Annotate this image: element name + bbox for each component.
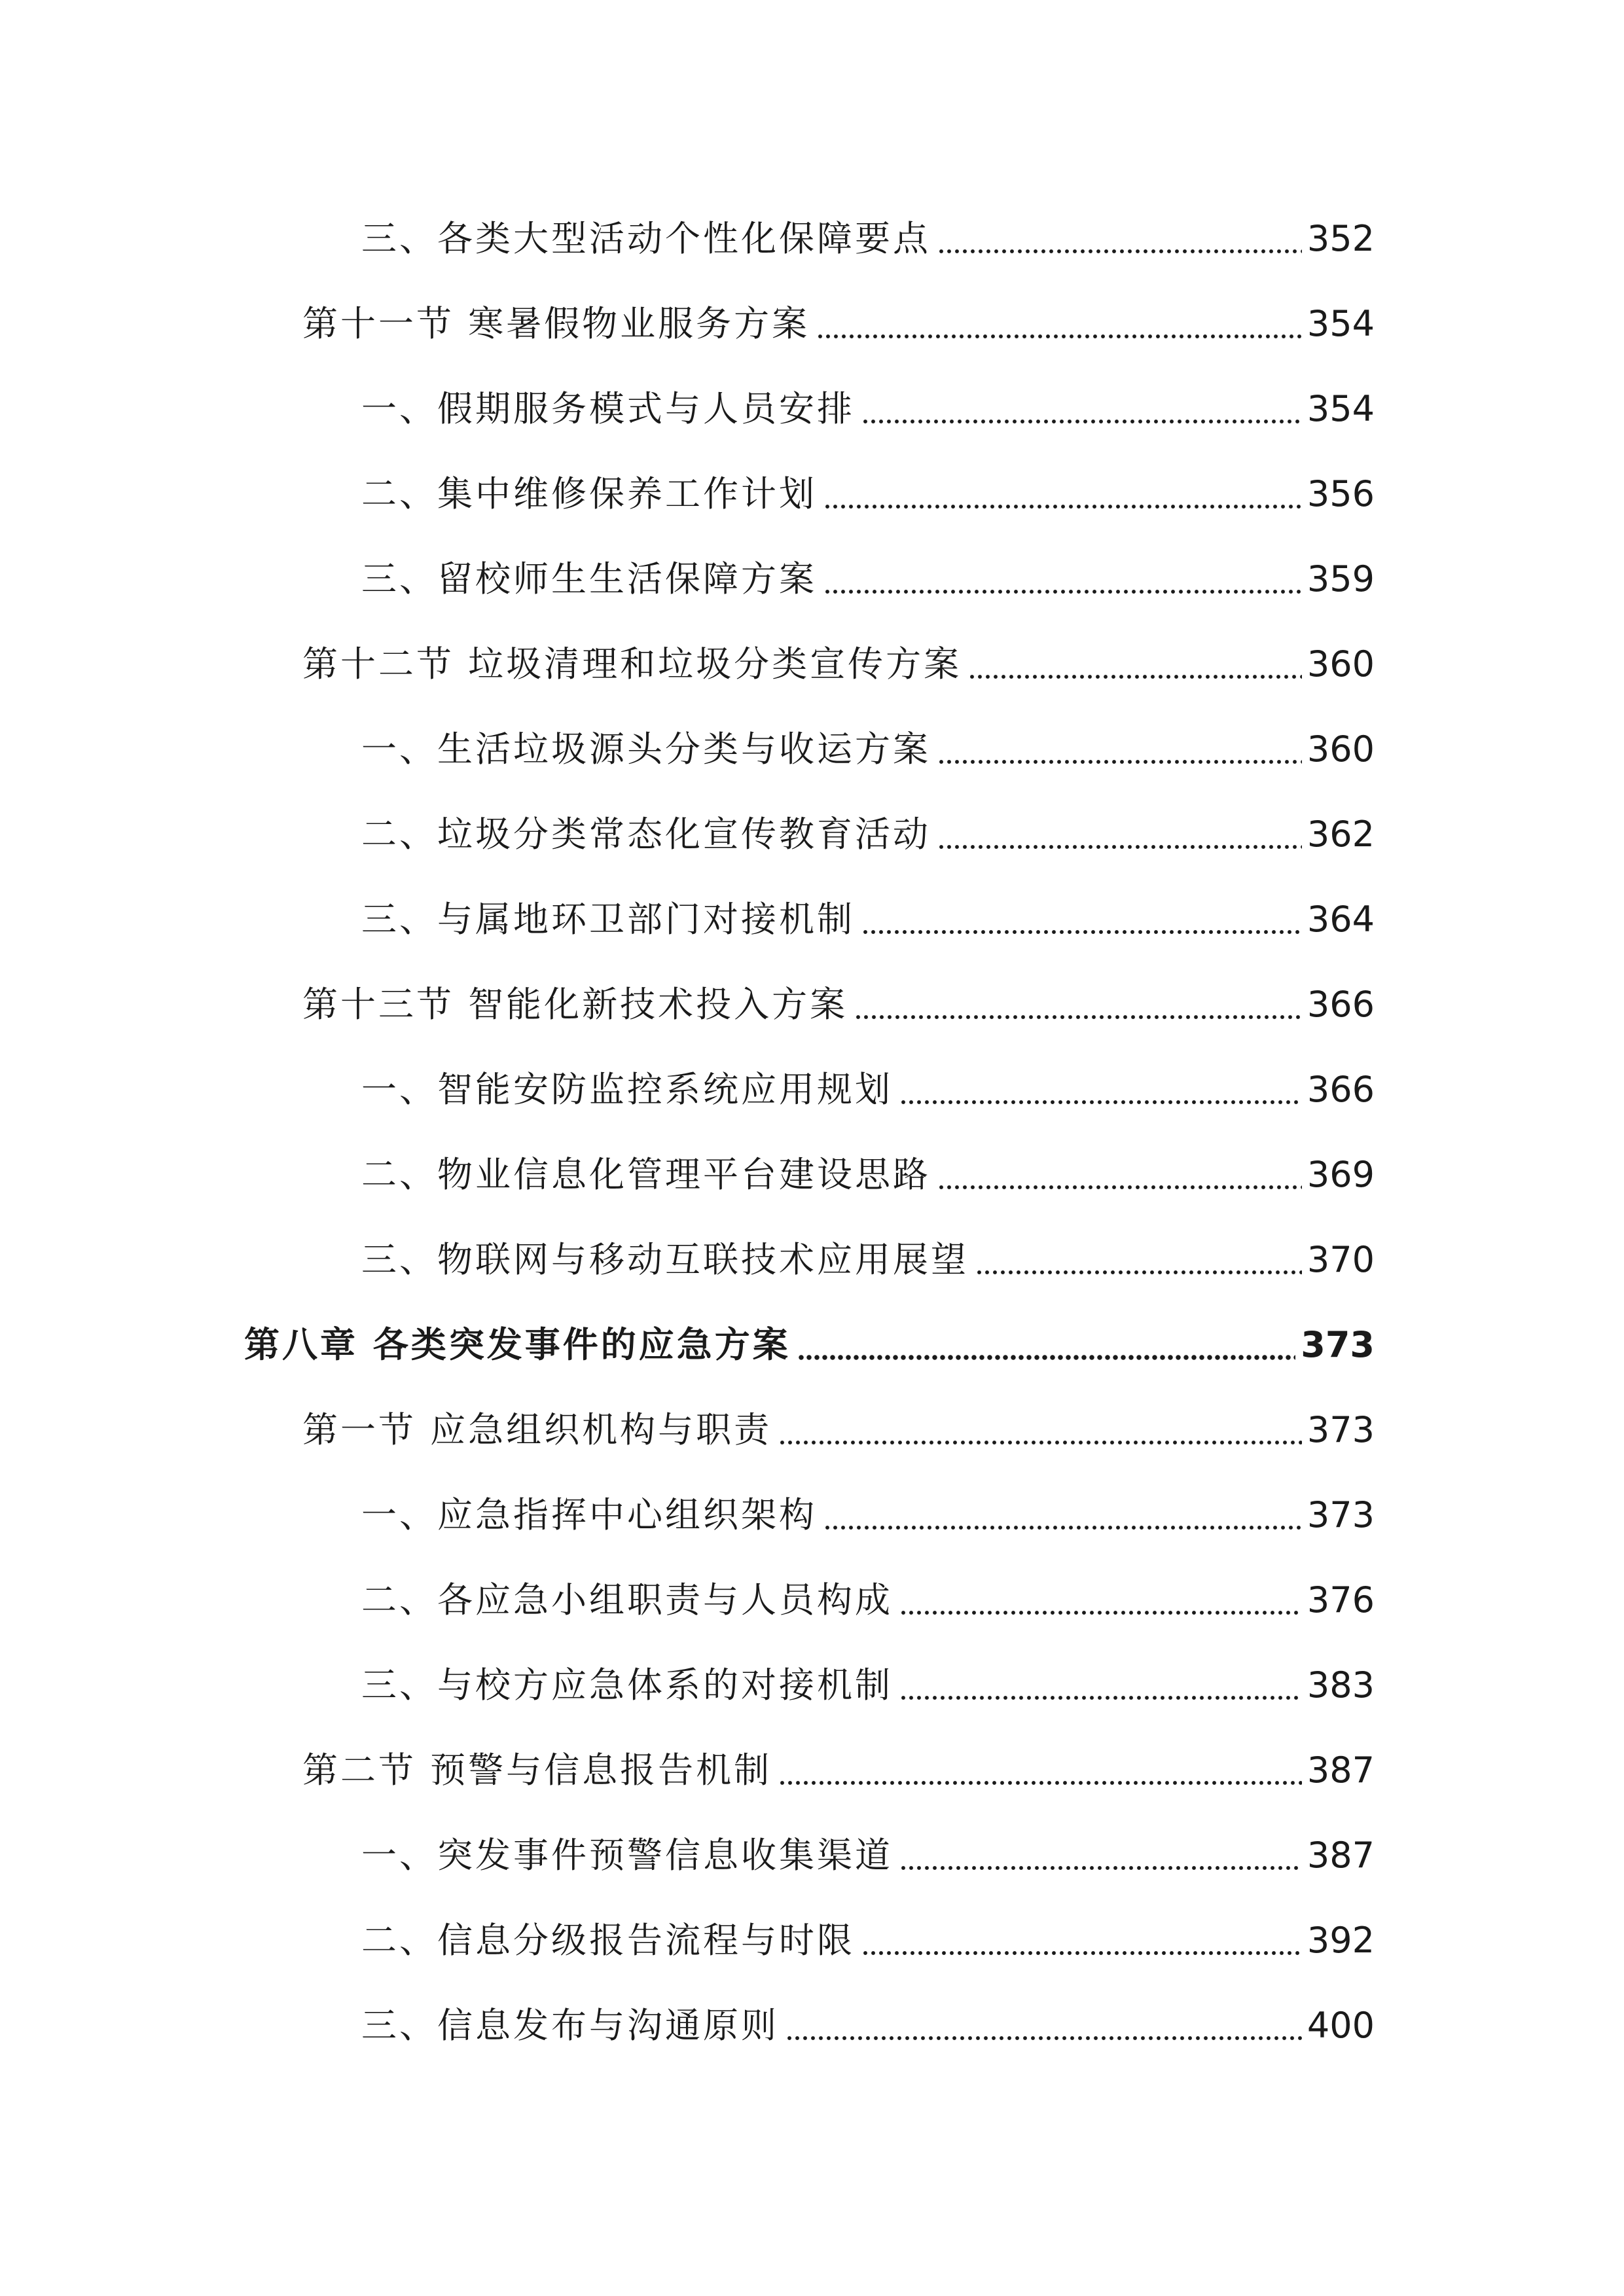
toc-entry-page: 373 bbox=[1301, 1324, 1375, 1365]
toc-entry-page: 373 bbox=[1307, 1494, 1375, 1535]
toc-entry-title: 第十一节 寒暑假物业服务方案 bbox=[302, 303, 810, 344]
toc-entry-title: 一、应急指挥中心组织架构 bbox=[361, 1494, 817, 1535]
toc-entry-page: 360 bbox=[1307, 643, 1375, 685]
toc-entry-warning-channels[interactable] bbox=[361, 1829, 1375, 1882]
toc-entry-page: 387 bbox=[1307, 1749, 1375, 1791]
dot-leader bbox=[975, 1270, 1302, 1275]
dot-leader bbox=[861, 1950, 1302, 1956]
dot-leader bbox=[797, 1355, 1295, 1360]
toc-entry-title: 三、信息发布与沟通原则 bbox=[361, 2005, 779, 2046]
toc-entry-page: 392 bbox=[1307, 1920, 1375, 1961]
toc-entry-title: 第十二节 垃圾清理和垃圾分类宣传方案 bbox=[302, 643, 962, 685]
toc-entry-page: 366 bbox=[1307, 984, 1375, 1025]
toc-entry-page: 356 bbox=[1307, 473, 1375, 514]
toc-entry-title: 第十三节 智能化新技术投入方案 bbox=[302, 984, 848, 1025]
toc-entry-title: 一、假期服务模式与人员安排 bbox=[361, 388, 855, 429]
dot-leader bbox=[778, 1440, 1302, 1445]
toc-entry-section-13[interactable] bbox=[302, 978, 1375, 1031]
toc-entry-waste-education[interactable] bbox=[361, 808, 1375, 861]
toc-entry-page: 376 bbox=[1307, 1579, 1375, 1621]
toc-entry-page: 354 bbox=[1307, 303, 1375, 344]
toc-entry-page: 383 bbox=[1307, 1664, 1375, 1706]
dot-leader bbox=[899, 1100, 1302, 1105]
toc-entry-page: 369 bbox=[1307, 1154, 1375, 1195]
toc-entry-team-duties[interactable] bbox=[361, 1574, 1375, 1626]
toc-entry-school-liaison[interactable] bbox=[361, 1659, 1375, 1712]
toc-entry-title: 一、突发事件预警信息收集渠道 bbox=[361, 1835, 893, 1876]
toc-entry-command-center[interactable] bbox=[361, 1489, 1375, 1541]
toc-entry-info-platform[interactable] bbox=[361, 1149, 1375, 1201]
toc-entry-sanitation-liaison[interactable] bbox=[361, 893, 1375, 946]
dot-leader bbox=[899, 1865, 1302, 1871]
dot-leader bbox=[861, 419, 1302, 424]
toc-entry-title: 三、物联网与移动互联技术应用展望 bbox=[361, 1239, 969, 1280]
toc-entry-title: 一、智能安防监控系统应用规划 bbox=[361, 1069, 893, 1110]
dot-leader bbox=[823, 1525, 1302, 1530]
toc-entry-campus-life-support[interactable] bbox=[361, 553, 1375, 605]
toc-entry-section-11[interactable] bbox=[302, 298, 1375, 350]
toc-entry-page: 366 bbox=[1307, 1069, 1375, 1110]
toc-entry-large-event-support[interactable] bbox=[361, 213, 1375, 265]
toc-entry-page: 359 bbox=[1307, 558, 1375, 600]
dot-leader bbox=[899, 1610, 1302, 1615]
dot-leader bbox=[937, 1185, 1302, 1190]
toc-entry-waste-sorting-collection[interactable] bbox=[361, 723, 1375, 776]
toc-entry-title: 二、垃圾分类常态化宣传教育活动 bbox=[361, 814, 931, 855]
toc-entry-holiday-staffing[interactable] bbox=[361, 383, 1375, 435]
toc-entry-page: 362 bbox=[1307, 814, 1375, 855]
toc-entry-report-process[interactable] bbox=[361, 1914, 1375, 1967]
toc-entry-title: 第二节 预警与信息报告机制 bbox=[302, 1749, 772, 1791]
toc-entry-title: 第一节 应急组织机构与职责 bbox=[302, 1409, 772, 1450]
dot-leader bbox=[899, 1695, 1302, 1700]
toc-entry-title: 三、留校师生生活保障方案 bbox=[361, 558, 817, 600]
toc-entry-page: 352 bbox=[1307, 218, 1375, 259]
toc-entry-page: 400 bbox=[1307, 2005, 1375, 2046]
toc-entry-page: 370 bbox=[1307, 1239, 1375, 1280]
dot-leader bbox=[937, 249, 1302, 254]
dot-leader bbox=[823, 589, 1302, 594]
toc-entry-title: 二、集中维修保养工作计划 bbox=[361, 473, 817, 514]
dot-leader bbox=[816, 334, 1302, 339]
toc-entry-page: 360 bbox=[1307, 728, 1375, 770]
dot-leader bbox=[785, 2036, 1302, 2041]
toc-entry-page: 387 bbox=[1307, 1835, 1375, 1876]
dot-leader bbox=[968, 674, 1302, 679]
toc-entry-maintenance-plan[interactable] bbox=[361, 468, 1375, 520]
toc-entry-section-12[interactable] bbox=[302, 638, 1375, 691]
dot-leader bbox=[854, 1014, 1302, 1020]
toc-entry-page: 364 bbox=[1307, 899, 1375, 940]
toc-entry-title: 三、与属地环卫部门对接机制 bbox=[361, 899, 855, 940]
dot-leader bbox=[778, 1780, 1302, 1785]
dot-leader bbox=[861, 929, 1302, 935]
toc-entry-title: 三、与校方应急体系的对接机制 bbox=[361, 1664, 893, 1706]
toc-entry-title: 三、各类大型活动个性化保障要点 bbox=[361, 218, 931, 259]
toc-entry-title: 第八章 各类突发事件的应急方案 bbox=[244, 1324, 791, 1365]
toc-entry-chapter-8[interactable] bbox=[244, 1319, 1375, 1371]
toc-entry-page: 373 bbox=[1307, 1409, 1375, 1450]
dot-leader bbox=[937, 759, 1302, 764]
toc-entry-title: 二、各应急小组职责与人员构成 bbox=[361, 1579, 893, 1621]
toc-entry-iot-outlook[interactable] bbox=[361, 1234, 1375, 1286]
toc-entry-communication-principles[interactable] bbox=[361, 2000, 1375, 2052]
toc-entry-title: 一、生活垃圾源头分类与收运方案 bbox=[361, 728, 931, 770]
toc-entry-page: 354 bbox=[1307, 388, 1375, 429]
toc-entry-section-2[interactable] bbox=[302, 1744, 1375, 1797]
dot-leader bbox=[823, 504, 1302, 509]
toc-entry-smart-security[interactable] bbox=[361, 1064, 1375, 1116]
dot-leader bbox=[937, 844, 1302, 850]
toc-entry-title: 二、物业信息化管理平台建设思路 bbox=[361, 1154, 931, 1195]
toc-entry-section-1[interactable] bbox=[302, 1404, 1375, 1456]
toc-entry-title: 二、信息分级报告流程与时限 bbox=[361, 1920, 855, 1961]
